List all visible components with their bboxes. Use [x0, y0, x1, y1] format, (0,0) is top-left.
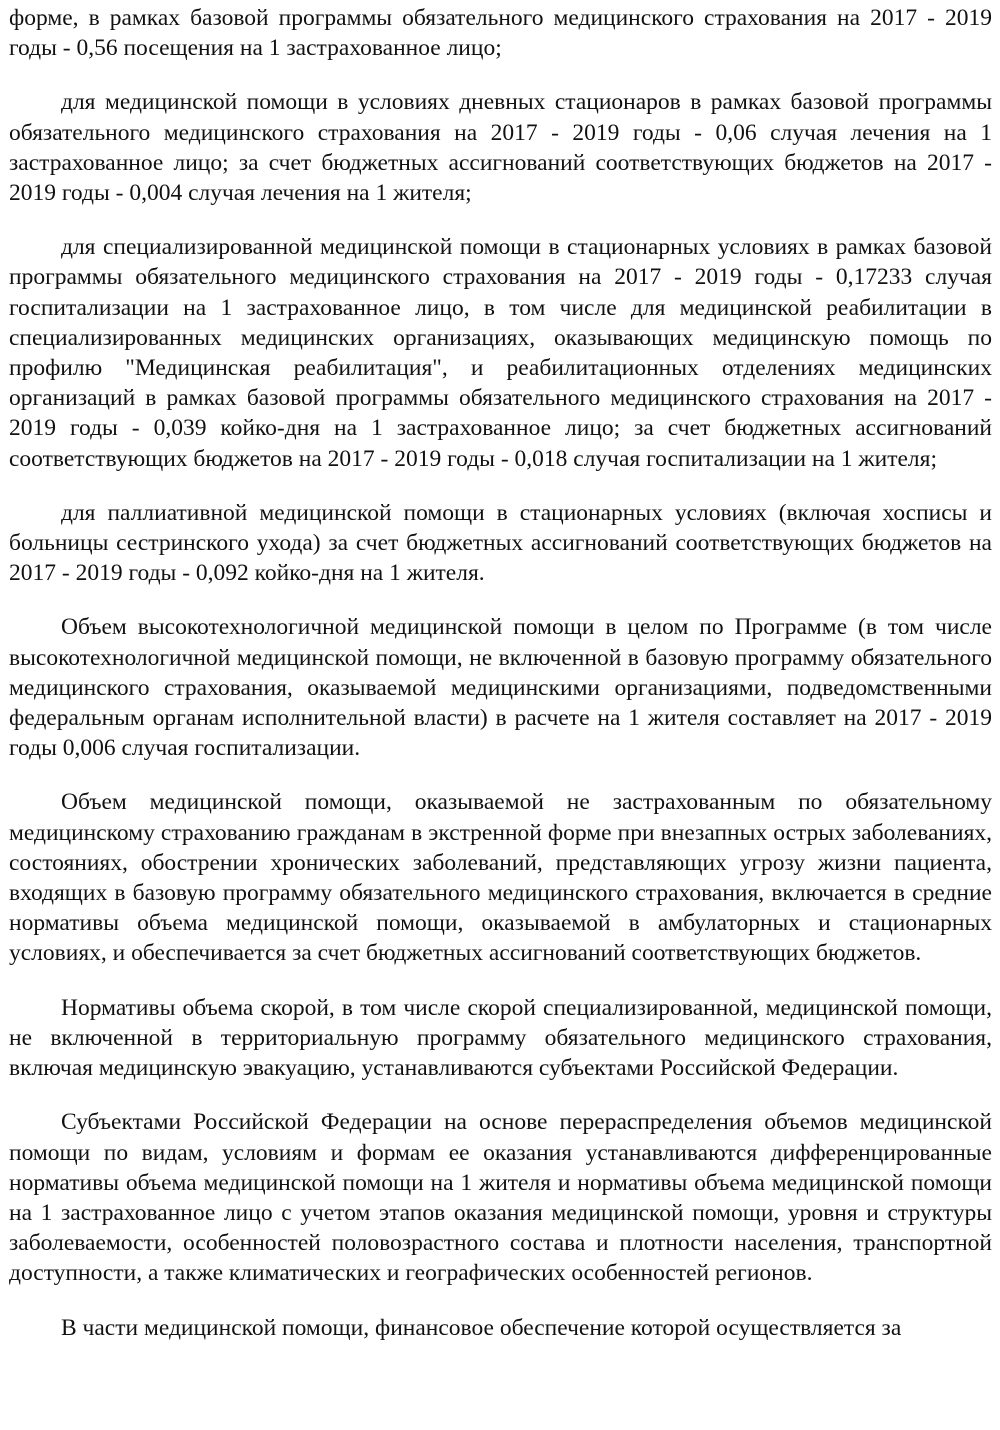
- paragraph-1: форме, в рамках базовой программы обязательного медицинского страхования на 2017 - 2019 годы - 0,56 посещения на 1 застрахованное лицо;: [9, 5, 992, 62]
- paragraph-5: Объем высокотехнологичной медицинской помощи в целом по Программе (в том числе высокотехнологичной медицинской помощи, не включенной в базовую программу обязательного медицинского страхования, оказываемой медицинскими организациями, подведомственными федеральным органам исполнительной власти) в расчете на 1 жителя составляет на 2017 - 2019 годы 0,006 случая госпитализации.: [9, 614, 992, 762]
- paragraph-7: Нормативы объема скорой, в том числе скорой специализированной, медицинской помощи, не включенной в территориальную программу обязательного медицинского страхования, включая медицинскую эвакуацию, устанавливаются субъектами Российской Федерации.: [9, 994, 992, 1082]
- document-page: [9, 0, 992, 1367]
- paragraph-8: Субъектами Российской Федерации на основе перераспределения объемов медицинской помощи по видам, условиям и формам ее оказания устанавливаются дифференцированные нормативы объема медицинской помощи на 1 жителя и нормативы объема медицинской помощи на 1 застрахованное лицо с учетом этапов оказания медицинской помощи, уровня и структуры заболеваемости, особенностей половозрастного состава и плотности населения, транспортной доступности, а также климатических и географических особенностей регионов.: [9, 1109, 992, 1287]
- paragraph-4: для паллиативной медицинской помощи в стационарных условиях (включая хосписы и больницы сестринского ухода) за счет бюджетных ассигнований соответствующих бюджетов на 2017 - 2019 годы - 0,092 койко-дня на 1 жителя.: [9, 499, 992, 587]
- paragraph-6: Объем медицинской помощи, оказываемой не застрахованным по обязательному медицинскому страхованию гражданам в экстренной форме при внезапных острых заболеваниях, состояниях, обострении хронических заболеваний, представляющих угрозу жизни пациента, входящих в базовую программу обязательного медицинского страхования, включается в средние нормативы объема медицинской помощи, оказываемой в амбулаторных и стационарных условиях, и обеспечивается за счет бюджетных ассигнований соответствующих бюджетов.: [9, 789, 992, 967]
- paragraph-2: для медицинской помощи в условиях дневных стационаров в рамках базовой программы обязательного медицинского страхования на 2017 - 2019 годы - 0,06 случая лечения на 1 застрахованное лицо; за счет бюджетных ассигнований соответствующих бюджетов на 2017 - 2019 годы - 0,004 случая лечения на 1 жителя;: [9, 89, 992, 207]
- paragraph-9: В части медицинской помощи, финансовое обеспечение которой осуществляется за: [61, 1314, 902, 1341]
- paragraph-3: для специализированной медицинской помощи в стационарных условиях в рамках базовой программы обязательного медицинского страхования на 2017 - 2019 годы - 0,17233 случая госпитализации на 1 застрахованное лицо, в том числе для медицинской реабилитации в специализированных медицинских организациях, оказывающих медицинскую помощь по профилю "Медицинская реабилитация", и реабилитационных отделениях медицинских организаций в рамках базовой программы обязательного медицинского страхования на 2017 - 2019 годы - 0,039 койко-дня на 1 застрахованное лицо; за счет бюджетных ассигнований соответствующих бюджетов на 2017 - 2019 годы - 0,018 случая госпитализации на 1 жителя;: [9, 234, 992, 472]
